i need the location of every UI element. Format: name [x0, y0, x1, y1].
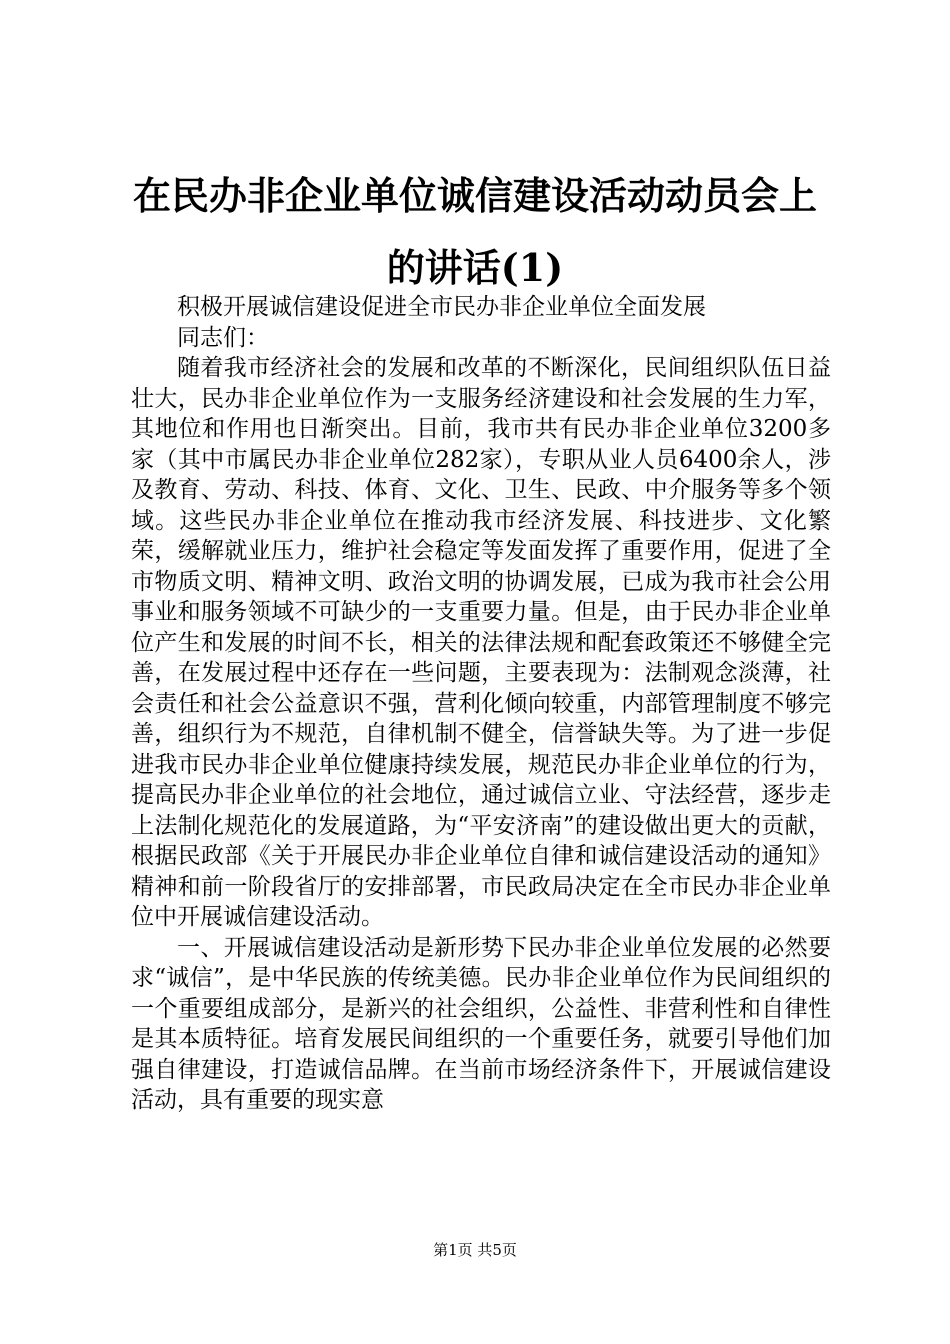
- salutation-paragraph: 同志们：: [177, 324, 269, 351]
- document-body: [131, 292, 831, 1116]
- body-paragraph: 随着我市经济社会的发展和改革的不断深化，民间组织队伍日益壮大，民办非企业单位作为一支服务经济建设和社会发展的生力军，其地位和作用也日渐突出。目前，我市共有民办非企业单位3200多家（其中市属民办非企业单位282家），专职从业人员6400余人，涉及教育、劳动、科技、体育、文化、卫生、民政、中介服务等多个领域。这些民办非企业单位在推动我市经济发展、科技进步、文化繁荣，缓解就业压力，维护社会稳定等发面发挥了重要作用，促进了全市物质文明、精神文明、政治文明的协调发展，已成为我市社会公用事业和服务领域不可缺少的一支重要力量。但是，由于民办非企业单位产生和发展的时间不长，相关的法律法规和配套政策还不够健全完善，在发展过程中还存在一些问题，主要表现为：法制观念淡薄，社会责任和社会公益意识不强，营利化倾向较重，内部管理制度不够完善，组织行为不规范，自律机制不健全，信誉缺失等。为了进一步促进我市民办非企业单位健康持续发展，规范民办非企业单位的行为，提高民办非企业单位的社会地位，通过诚信立业、守法经营，逐步走上法制化规范化的发展道路，为“平安济南”的建设做出更大的贡献，根据民政部《关于开展民办非企业单位自律和诚信建设活动的通知》精神和前一阶段省厅的安排部署，市民政局决定在全市民办非企业单位中开展诚信建设活动。: [131, 355, 831, 930]
- page-footer: 第1页 共5页: [433, 1241, 517, 1259]
- subtitle-paragraph: 积极开展诚信建设促进全市民办非企业单位全面发展: [177, 294, 706, 320]
- document-title: 在民办非企业单位诚信建设活动动员会上的讲话(1): [132, 173, 817, 290]
- body-paragraph: 一、开展诚信建设活动是新形势下民办非企业单位发展的必然要求“诚信”，是中华民族的传统美德。民办非企业单位作为民间组织的一个重要组成部分，是新兴的社会组织，公益性、非营利性和自律性是其本质特征。培育发展民间组织的一个重要任务，就要引导他们加强自律建设，打造诚信品牌。在当前市场经济条件下，开展诚信建设活动，具有重要的现实意: [131, 934, 831, 1113]
